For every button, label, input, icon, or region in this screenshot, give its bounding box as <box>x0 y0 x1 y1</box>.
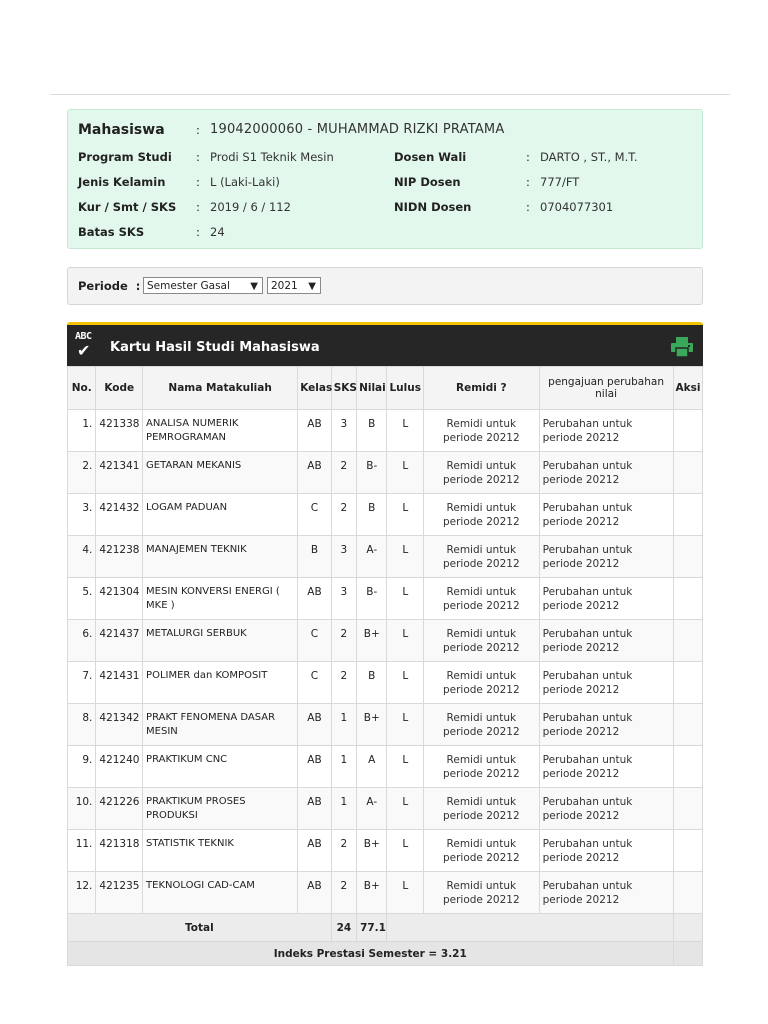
col-header-kelas: Kelas <box>298 367 331 410</box>
cell-no: 2. <box>68 452 96 494</box>
table-header-row <box>68 367 703 410</box>
nidn-dosen-label: NIDN Dosen <box>394 200 472 214</box>
cell-nama: MANAJEMEN TEKNIK <box>143 536 298 578</box>
period-filter-bar <box>67 267 703 305</box>
nip-dosen-value: 777/FT <box>540 175 580 189</box>
colon: : <box>196 123 200 137</box>
col-header-no: No. <box>68 367 96 410</box>
table-row <box>68 704 703 746</box>
col-header-perubahan: pengajuan perubahan nilai <box>539 367 673 410</box>
khs-table <box>67 366 703 966</box>
cell-lulus: L <box>387 872 424 914</box>
cell-remidi[interactable]: Remidi untuk periode 20212 <box>424 452 540 494</box>
cell-kode: 421240 <box>96 746 143 788</box>
table-row <box>68 494 703 536</box>
total-sks: 24 <box>331 914 356 942</box>
cell-sks: 3 <box>331 578 356 620</box>
cell-perubahan[interactable]: Perubahan untuk periode 20212 <box>539 704 673 746</box>
total-aksi-empty <box>673 914 702 942</box>
chevron-down-icon: ▼ <box>308 281 316 292</box>
cell-remidi[interactable]: Remidi untuk periode 20212 <box>424 830 540 872</box>
cell-lulus: L <box>387 788 424 830</box>
total-label: Total <box>68 914 332 942</box>
cell-nilai: B+ <box>357 620 387 662</box>
cell-perubahan[interactable]: Perubahan untuk periode 20212 <box>539 410 673 452</box>
cell-sks: 2 <box>331 494 356 536</box>
cell-remidi[interactable]: Remidi untuk periode 20212 <box>424 410 540 452</box>
khs-table-body <box>68 410 703 966</box>
col-header-nama: Nama Matakuliah <box>143 367 298 410</box>
year-select[interactable] <box>267 277 321 294</box>
cell-lulus: L <box>387 494 424 536</box>
cell-lulus: L <box>387 746 424 788</box>
cell-no: 9. <box>68 746 96 788</box>
cell-sks: 3 <box>331 536 356 578</box>
cell-nama: METALURGI SERBUK <box>143 620 298 662</box>
cell-no: 5. <box>68 578 96 620</box>
cell-sks: 3 <box>331 410 356 452</box>
cell-aksi <box>673 410 702 452</box>
table-row <box>68 788 703 830</box>
table-row <box>68 872 703 914</box>
cell-sks: 2 <box>331 452 356 494</box>
table-row <box>68 452 703 494</box>
cell-sks: 1 <box>331 746 356 788</box>
cell-kelas: AB <box>298 788 331 830</box>
colon: : <box>196 225 200 239</box>
colon: : <box>196 200 200 214</box>
cell-aksi <box>673 620 702 662</box>
cell-nilai: B <box>357 662 387 704</box>
cell-kode: 421235 <box>96 872 143 914</box>
cell-perubahan[interactable]: Perubahan untuk periode 20212 <box>539 830 673 872</box>
cell-sks: 2 <box>331 830 356 872</box>
cell-kelas: C <box>298 620 331 662</box>
cell-nilai: A- <box>357 536 387 578</box>
cell-kode: 421437 <box>96 620 143 662</box>
table-row <box>68 410 703 452</box>
cell-no: 8. <box>68 704 96 746</box>
cell-aksi <box>673 746 702 788</box>
mahasiswa-value: 19042000060 - MUHAMMAD RIZKI PRATAMA <box>210 122 505 137</box>
cell-aksi <box>673 452 702 494</box>
kur-smt-sks-value: 2019 / 6 / 112 <box>210 200 291 214</box>
cell-no: 1. <box>68 410 96 452</box>
cell-aksi <box>673 704 702 746</box>
col-header-lulus: Lulus <box>387 367 424 410</box>
cell-lulus: L <box>387 704 424 746</box>
cell-kode: 421318 <box>96 830 143 872</box>
cell-remidi[interactable]: Remidi untuk periode 20212 <box>424 746 540 788</box>
cell-nama: PRAKTIKUM PROSES PRODUKSI <box>143 788 298 830</box>
cell-kelas: AB <box>298 452 331 494</box>
cell-lulus: L <box>387 410 424 452</box>
period-label-text: Periode <box>78 279 128 293</box>
cell-no: 12. <box>68 872 96 914</box>
col-header-remidi: Remidi ? <box>424 367 540 410</box>
cell-sks: 1 <box>331 788 356 830</box>
jenis-kelamin-label: Jenis Kelamin <box>78 175 166 189</box>
ips-text: Indeks Prestasi Semester = 3.21 <box>68 942 674 966</box>
cell-aksi <box>673 578 702 620</box>
cell-no: 4. <box>68 536 96 578</box>
cell-perubahan[interactable]: Perubahan untuk periode 20212 <box>539 872 673 914</box>
semester-select[interactable] <box>143 277 263 294</box>
cell-remidi[interactable]: Remidi untuk periode 20212 <box>424 536 540 578</box>
cell-perubahan[interactable]: Perubahan untuk periode 20212 <box>539 662 673 704</box>
col-header-sks: SKS <box>331 367 356 410</box>
chevron-down-icon: ▼ <box>250 281 258 292</box>
spellcheck-icon: ABC ✔ <box>75 331 92 360</box>
cell-nama: TEKNOLOGI CAD-CAM <box>143 872 298 914</box>
cell-nilai: B+ <box>357 830 387 872</box>
cell-no: 11. <box>68 830 96 872</box>
table-row <box>68 620 703 662</box>
cell-aksi <box>673 872 702 914</box>
table-row <box>68 578 703 620</box>
program-studi-value: Prodi S1 Teknik Mesin <box>210 150 334 164</box>
spellcheck-icon-text: ABC <box>75 331 92 342</box>
nidn-dosen-value: 0704077301 <box>540 200 614 214</box>
cell-remidi[interactable]: Remidi untuk periode 20212 <box>424 704 540 746</box>
jenis-kelamin-value: L (Laki-Laki) <box>210 175 280 189</box>
ips-row <box>68 942 703 966</box>
cell-lulus: L <box>387 830 424 872</box>
col-header-kode: Kode <box>96 367 143 410</box>
table-row <box>68 662 703 704</box>
cell-kelas: AB <box>298 704 331 746</box>
cell-perubahan[interactable]: Perubahan untuk periode 20212 <box>539 536 673 578</box>
cell-perubahan[interactable]: Perubahan untuk periode 20212 <box>539 452 673 494</box>
cell-kode: 421342 <box>96 704 143 746</box>
cell-no: 10. <box>68 788 96 830</box>
cell-lulus: L <box>387 662 424 704</box>
cell-no: 6. <box>68 620 96 662</box>
cell-kelas: C <box>298 494 331 536</box>
cell-remidi[interactable]: Remidi untuk periode 20212 <box>424 788 540 830</box>
cell-remidi[interactable]: Remidi untuk periode 20212 <box>424 494 540 536</box>
cell-kelas: C <box>298 662 331 704</box>
table-row <box>68 830 703 872</box>
col-header-nilai: Nilai <box>357 367 387 410</box>
total-nilai: 77.1 <box>357 914 387 942</box>
cell-kode: 421341 <box>96 452 143 494</box>
period-label <box>78 279 140 293</box>
khs-panel-header <box>67 322 703 366</box>
colon: : <box>526 175 530 189</box>
cell-remidi[interactable]: Remidi untuk periode 20212 <box>424 662 540 704</box>
cell-nama: GETARAN MEKANIS <box>143 452 298 494</box>
cell-nilai: B- <box>357 578 387 620</box>
cell-kelas: AB <box>298 410 331 452</box>
cell-remidi[interactable]: Remidi untuk periode 20212 <box>424 872 540 914</box>
cell-kode: 421431 <box>96 662 143 704</box>
colon: : <box>135 279 141 293</box>
year-select-value: 2021 <box>271 280 298 292</box>
cell-nama: PRAKT FENOMENA DASAR MESIN <box>143 704 298 746</box>
cell-aksi <box>673 662 702 704</box>
cell-sks: 2 <box>331 872 356 914</box>
cell-kelas: AB <box>298 830 331 872</box>
cell-perubahan[interactable]: Perubahan untuk periode 20212 <box>539 620 673 662</box>
cell-nama: LOGAM PADUAN <box>143 494 298 536</box>
colon: : <box>526 150 530 164</box>
table-row <box>68 746 703 788</box>
student-info-card <box>67 109 703 249</box>
table-row <box>68 536 703 578</box>
cell-perubahan[interactable]: Perubahan untuk periode 20212 <box>539 746 673 788</box>
cell-remidi[interactable]: Remidi untuk periode 20212 <box>424 620 540 662</box>
ips-aksi-empty <box>673 942 702 966</box>
cell-nilai: B <box>357 410 387 452</box>
panel-title: Kartu Hasil Studi Mahasiswa <box>110 340 320 355</box>
total-empty <box>387 914 673 942</box>
mahasiswa-label: Mahasiswa <box>78 122 165 138</box>
cell-kelas: AB <box>298 872 331 914</box>
cell-sks: 2 <box>331 620 356 662</box>
cell-kode: 421238 <box>96 536 143 578</box>
cell-perubahan[interactable]: Perubahan untuk periode 20212 <box>539 494 673 536</box>
top-divider <box>50 94 730 95</box>
cell-remidi[interactable]: Remidi untuk periode 20212 <box>424 578 540 620</box>
cell-lulus: L <box>387 536 424 578</box>
batas-sks-label: Batas SKS <box>78 225 145 239</box>
cell-kode: 421226 <box>96 788 143 830</box>
cell-no: 7. <box>68 662 96 704</box>
semester-select-value: Semester Gasal <box>147 280 230 292</box>
program-studi-label: Program Studi <box>78 150 172 164</box>
cell-kode: 421338 <box>96 410 143 452</box>
printer-icon[interactable] <box>671 337 693 357</box>
cell-kode: 421304 <box>96 578 143 620</box>
col-header-aksi: Aksi <box>673 367 702 410</box>
colon: : <box>526 200 530 214</box>
kur-smt-sks-label: Kur / Smt / SKS <box>78 200 177 214</box>
cell-nilai: B+ <box>357 872 387 914</box>
batas-sks-value: 24 <box>210 225 225 239</box>
cell-nilai: A <box>357 746 387 788</box>
cell-nama: MESIN KONVERSI ENERGI ( MKE ) <box>143 578 298 620</box>
cell-perubahan[interactable]: Perubahan untuk periode 20212 <box>539 788 673 830</box>
cell-kelas: AB <box>298 578 331 620</box>
cell-lulus: L <box>387 578 424 620</box>
cell-nama: POLIMER dan KOMPOSIT <box>143 662 298 704</box>
colon: : <box>196 150 200 164</box>
cell-nilai: B <box>357 494 387 536</box>
cell-aksi <box>673 830 702 872</box>
nip-dosen-label: NIP Dosen <box>394 175 461 189</box>
cell-nilai: A- <box>357 788 387 830</box>
cell-sks: 2 <box>331 662 356 704</box>
cell-sks: 1 <box>331 704 356 746</box>
dosen-wali-label: Dosen Wali <box>394 150 467 164</box>
cell-kelas: B <box>298 536 331 578</box>
cell-nama: PRAKTIKUM CNC <box>143 746 298 788</box>
cell-nama: ANALISA NUMERIK PEMROGRAMAN <box>143 410 298 452</box>
cell-kode: 421432 <box>96 494 143 536</box>
cell-aksi <box>673 494 702 536</box>
colon: : <box>196 175 200 189</box>
total-row <box>68 914 703 942</box>
cell-no: 3. <box>68 494 96 536</box>
cell-nilai: B- <box>357 452 387 494</box>
cell-perubahan[interactable]: Perubahan untuk periode 20212 <box>539 578 673 620</box>
cell-nilai: B+ <box>357 704 387 746</box>
cell-lulus: L <box>387 452 424 494</box>
cell-aksi <box>673 788 702 830</box>
cell-kelas: AB <box>298 746 331 788</box>
dosen-wali-value: DARTO , ST., M.T. <box>540 150 638 164</box>
cell-lulus: L <box>387 620 424 662</box>
cell-aksi <box>673 536 702 578</box>
cell-nama: STATISTIK TEKNIK <box>143 830 298 872</box>
